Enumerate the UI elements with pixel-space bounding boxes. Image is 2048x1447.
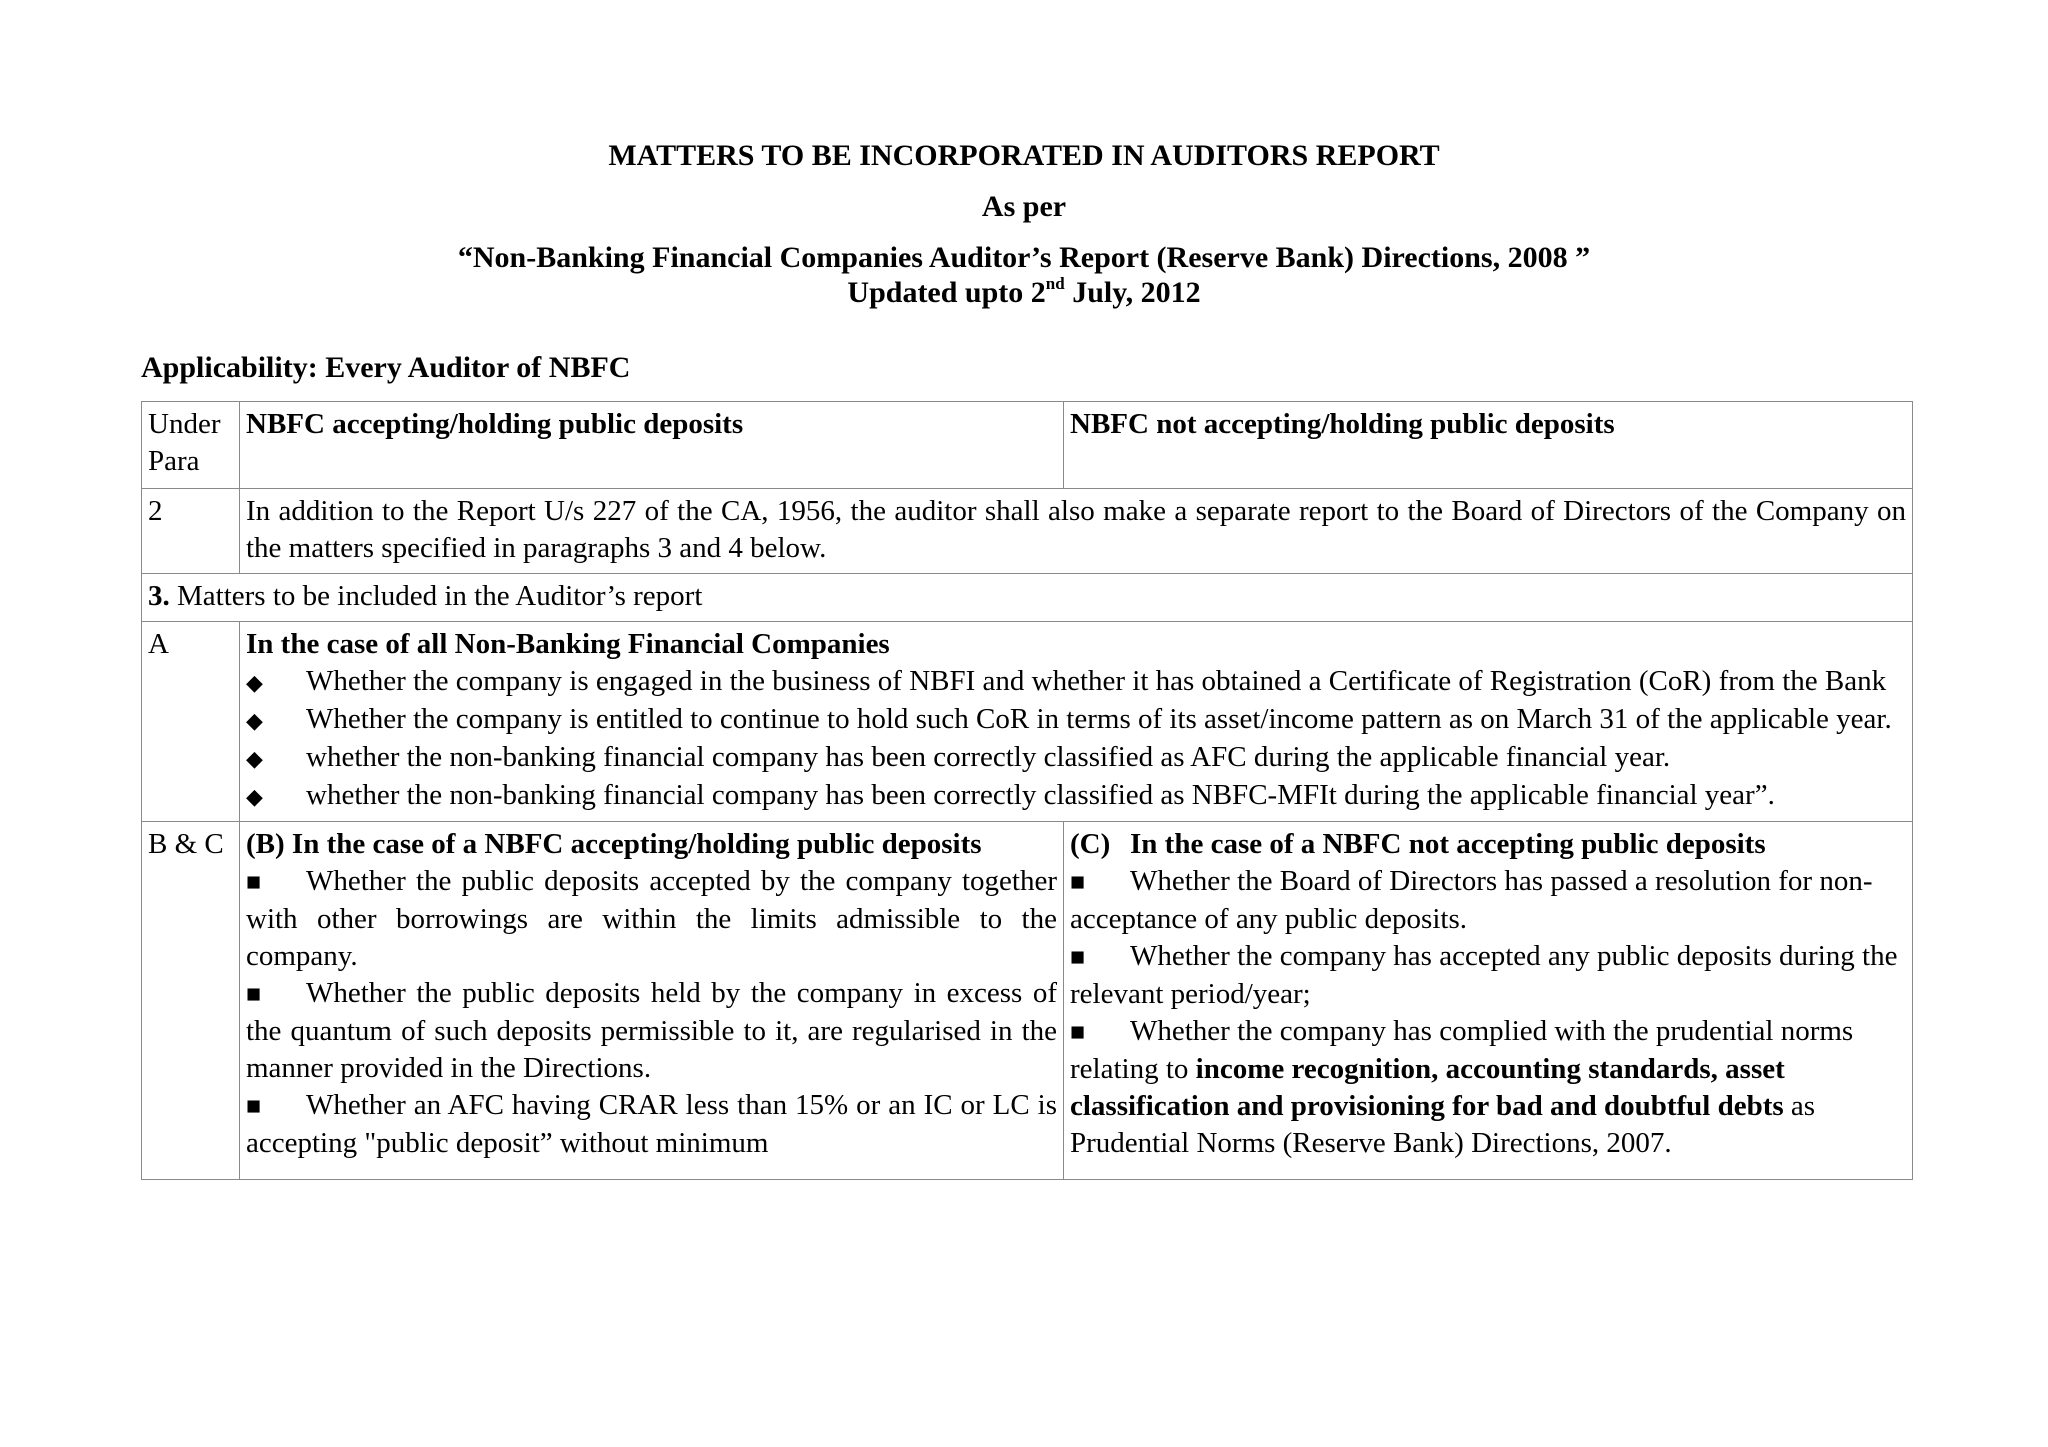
accepting-deposits-header: NBFC accepting/holding public deposits <box>240 402 1064 489</box>
list-item <box>246 975 1057 1087</box>
section-c-heading: In the case of a NBFC not accepting public deposits <box>1130 828 1766 860</box>
table-row <box>142 489 1913 574</box>
para-number: 2 <box>142 489 240 574</box>
list-item <box>246 701 1906 739</box>
applicability-heading: Applicability: Every Auditor of NBFC <box>141 351 631 384</box>
list-item <box>246 777 1906 815</box>
diamond-bullet-icon: ◆ <box>246 784 263 809</box>
list-item-text-post: as Prudential Norms (Reserve Bank) Directions, 2007. <box>1070 1090 1816 1159</box>
list-item-text: Whether the public deposits accepted by the company together with other borrowings are within the limits admissible to the company. <box>246 865 1057 972</box>
list-item <box>1070 938 1906 1013</box>
table-row <box>142 622 1913 822</box>
matters-number: 3. <box>148 580 170 612</box>
diamond-bullet-icon: ◆ <box>246 670 263 695</box>
list-item-text: Whether the company has accepted any public deposits during the relevant period/year; <box>1070 940 1898 1010</box>
updated-superscript: nd <box>1045 274 1065 293</box>
as-per-line: As per <box>981 190 1067 223</box>
square-bullet-icon: ■ <box>1070 944 1086 971</box>
not-accepting-deposits-cell <box>1064 822 1913 1180</box>
all-nbfc-cell <box>240 622 1913 822</box>
section-c-label: (C) <box>1070 828 1111 860</box>
list-item <box>246 1087 1057 1162</box>
list-item <box>246 863 1057 975</box>
updated-suffix: July, 2012 <box>1064 276 1201 309</box>
diamond-bullet-icon: ◆ <box>246 746 263 771</box>
all-nbfc-heading: In the case of all Non-Banking Financial Companies <box>246 628 890 660</box>
table-row <box>142 574 1913 622</box>
square-bullet-icon: ■ <box>246 981 262 1008</box>
directions-title: “Non-Banking Financial Companies Auditor’s Report (Reserve Bank) Directions, 2008 ” <box>457 241 1591 274</box>
updated-line <box>0 276 2048 310</box>
list-item-text: whether the non-banking financial company has been correctly classified as NBFC-MFIt during the applicable financial year”. <box>306 779 1775 811</box>
list-item <box>1070 863 1906 938</box>
updated-prefix: Updated upto 2 <box>847 276 1046 309</box>
list-item <box>1070 1013 1906 1162</box>
accepting-deposits-content <box>246 826 1057 1173</box>
list-item-text: Whether an AFC having CRAR less than 15% or an IC or LC is accepting "public deposit” without minimum <box>246 1089 1057 1159</box>
list-item-text: Whether the company is entitled to continue to hold such CoR in terms of its asset/income pattern as on March 31 of the applicable year. <box>306 703 1892 735</box>
list-item-text: Whether the company is engaged in the business of NBFI and whether it has obtained a Certificate of Registration (CoR) from the Bank <box>306 665 1887 697</box>
list-item-text: Whether the public deposits held by the company in excess of the quantum of such deposits permissible to it, are regularised in the manner provided in the Directions. <box>246 977 1057 1084</box>
section-b-heading: (B) In the case of a NBFC accepting/holding public deposits <box>246 828 982 860</box>
under-para-header: Under Para <box>142 402 240 489</box>
document-title: MATTERS TO BE INCORPORATED IN AUDITORS REPORT <box>608 139 1440 172</box>
square-bullet-icon: ■ <box>246 1093 262 1120</box>
matters-heading-cell <box>142 574 1913 622</box>
list-item <box>246 739 1906 777</box>
list-item-text-pre: Whether the company has complied with the prudential norms relating to <box>1070 1015 1854 1085</box>
accepting-deposits-cell <box>240 822 1064 1180</box>
list-item-text: Whether the Board of Directors has passed a resolution for non- acceptance of any public deposits. <box>1070 865 1873 935</box>
para-letters: B & C <box>142 822 240 1180</box>
para-letter: A <box>142 622 240 822</box>
report-requirement-text: In addition to the Report U/s 227 of the CA, 1956, the auditor shall also make a separate report to the Board of Directors of the Company on the matters specified in paragraphs 3 and 4 below. <box>240 489 1913 574</box>
list-item <box>246 663 1906 701</box>
list-item-text: whether the non-banking financial company has been correctly classified as AFC during the applicable financial year. <box>306 741 1671 773</box>
table-header-row <box>142 402 1913 489</box>
square-bullet-icon: ■ <box>1070 869 1086 896</box>
matters-heading-text: Matters to be included in the Auditor’s report <box>169 580 703 612</box>
table-row <box>142 822 1913 1180</box>
square-bullet-icon: ■ <box>1070 1019 1086 1046</box>
list-item-text-bold: income recognition, accounting standards, asset classification and provisioning for bad and doubtful debts <box>1070 1053 1785 1122</box>
section-c-heading-line <box>1070 826 1906 863</box>
diamond-bullet-icon: ◆ <box>246 708 263 733</box>
not-accepting-deposits-header: NBFC not accepting/holding public deposits <box>1064 402 1913 489</box>
not-accepting-deposits-content <box>1070 826 1906 1173</box>
square-bullet-icon: ■ <box>246 869 262 896</box>
requirements-table <box>141 401 1913 1180</box>
